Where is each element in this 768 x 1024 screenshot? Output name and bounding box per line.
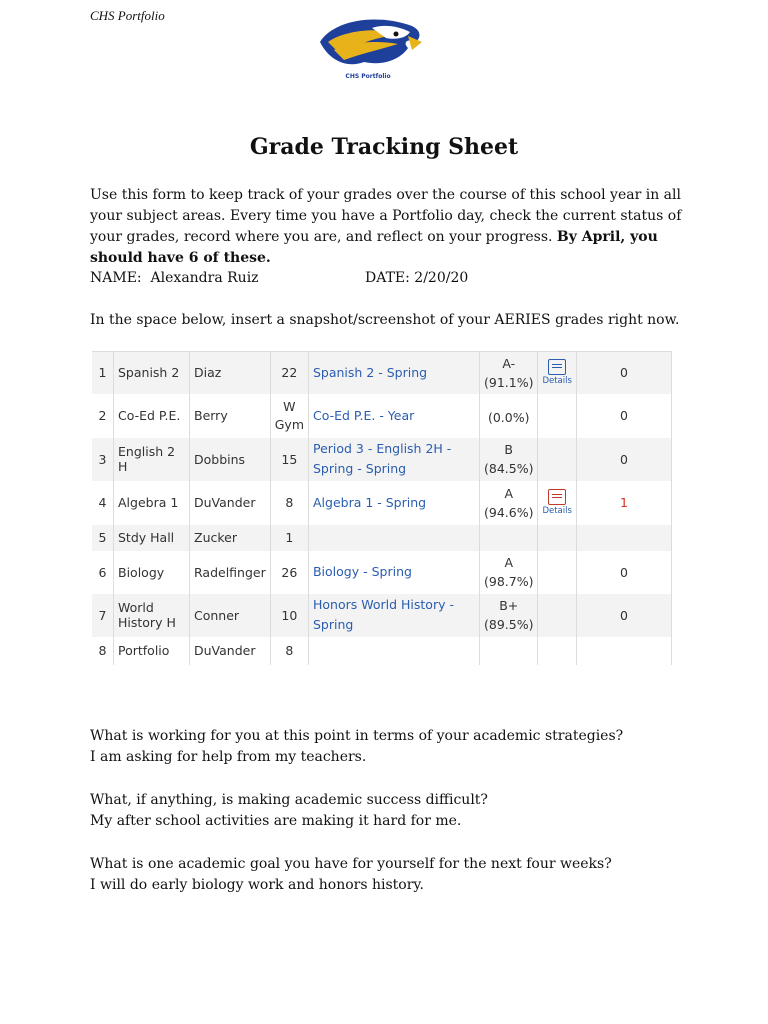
mark-cell [479,438,537,481]
room-cell: 8 [270,481,308,525]
course-cell: Algebra 1 [114,481,190,525]
missing-assignments-cell: 0 [576,551,671,594]
course-cell: Portfolio [114,637,190,665]
room-cell: 8 [270,637,308,665]
gradebook-link[interactable]: Honors World History - Spring [308,594,479,637]
header-label: CHS Portfolio [90,8,165,23]
room-cell: 15 [270,438,308,481]
gradebook-link[interactable]: Biology - Spring [308,551,479,594]
mark-percent: (91.1%) [483,374,534,390]
name-line [90,270,259,286]
table-row [92,438,671,481]
missing-assignments-cell: 0 [576,394,671,438]
mark-cell [479,394,537,438]
course-cell: Spanish 2 [114,352,190,394]
name-label: NAME: [90,270,142,286]
table-row [92,637,671,665]
missing-assignments-cell: 0 [576,438,671,481]
mark-cell [479,352,537,394]
name-value: Alexandra Ruiz [150,270,259,286]
gradebook-link [308,637,479,665]
answer-text: I will do early biology work and honors history. [90,877,424,893]
missing-assignments-cell [576,637,671,665]
gradebook-link[interactable]: Spanish 2 - Spring [308,352,479,394]
date-value: 2/20/20 [414,270,469,286]
question-text: What is one academic goal you have for yourself for the next four weeks? [90,856,612,872]
mark-cell [479,637,537,665]
missing-assignments-cell: 1 [576,481,671,525]
period-cell: 4 [92,481,114,525]
snapshot-instruction: In the space below, insert a snapshot/screenshot of your AERIES grades right now. [90,312,680,328]
mark-cell [479,551,537,594]
details-cell [538,637,576,665]
details-cell [538,438,576,481]
missing-assignments-cell: 0 [576,352,671,394]
grades-table [92,351,672,665]
table-row [92,394,671,438]
gradebook-link [308,525,479,551]
teacher-cell: Radelfinger [190,551,271,594]
period-cell: 8 [92,637,114,665]
period-cell: 7 [92,594,114,637]
logo-caption: CHS Portfolio [345,73,391,80]
teacher-cell: Diaz [190,352,271,394]
room-cell: 1 [270,525,308,551]
room-cell: W Gym [270,394,308,438]
mark-percent: (98.7%) [483,574,534,589]
course-cell: Co-Ed P.E. [114,394,190,438]
table-row [92,352,671,394]
details-cell[interactable] [538,481,576,525]
teacher-cell: Conner [190,594,271,637]
room-cell: 22 [270,352,308,394]
period-cell: 5 [92,525,114,551]
teacher-cell: Berry [190,394,271,438]
table-row [92,594,671,637]
details-cell [538,525,576,551]
course-cell: Biology [114,551,190,594]
mark-letter: A- [502,355,516,371]
period-cell: 3 [92,438,114,481]
answer-text: I am asking for help from my teachers. [90,749,367,765]
date-line [365,270,468,286]
room-cell: 10 [270,594,308,637]
mark-percent: (84.5%) [483,461,534,476]
mark-cell [479,481,537,525]
table-row [92,551,671,594]
course-cell: English 2 H [114,438,190,481]
teacher-cell: DuVander [190,637,271,665]
question-2 [90,790,690,832]
mark-letter: A [504,485,513,501]
details-cell [538,594,576,637]
page-title: Grade Tracking Sheet [249,134,519,160]
details-cell [538,394,576,438]
details-label: Details [542,376,572,387]
missing-assignments-cell: 0 [576,594,671,637]
mark-letter: B [504,442,513,457]
missing-assignments-cell [576,525,671,551]
date-label: DATE: [365,270,410,286]
trend-chart-icon [548,489,566,505]
intro-text: Use this form to keep track of your grades over the course of this school year in all your subject areas. Every time you have a Portfolio day, check the current status of your grades, record where you are, and reflect on your progress. [90,187,682,245]
details-cell[interactable] [538,352,576,394]
eagle-logo [312,12,424,84]
period-cell: 1 [92,352,114,394]
table-row [92,525,671,551]
document-icon [548,359,566,375]
mark-letter: A [504,555,513,570]
gradebook-link[interactable]: Period 3 - English 2H - Spring - Spring [308,438,479,481]
mark-cell [479,525,537,551]
question-1 [90,726,690,768]
course-cell: World History H [114,594,190,637]
room-cell: 26 [270,551,308,594]
teacher-cell: DuVander [190,481,271,525]
question-3 [90,854,690,896]
teacher-cell: Dobbins [190,438,271,481]
answer-text: My after school activities are making it hard for me. [90,813,462,829]
period-cell: 6 [92,551,114,594]
mark-percent: (0.0%) [487,410,530,425]
question-text: What is working for you at this point in terms of your academic strategies? [90,728,624,744]
mark-cell [479,594,537,637]
details-cell [538,551,576,594]
mark-percent: (89.5%) [483,617,534,632]
details-button[interactable] [542,489,571,516]
mark-letter: B+ [499,598,519,613]
period-cell: 2 [92,394,114,438]
table-row [92,481,671,525]
teacher-cell: Zucker [190,525,271,551]
course-cell: Stdy Hall [114,525,190,551]
gradebook-link[interactable]: Algebra 1 - Spring [308,481,479,525]
intro-bold-text: By April, you should have 6 of these. [90,229,658,266]
mark-percent: (94.6%) [483,504,534,520]
intro-paragraph [90,185,690,269]
question-text: What, if anything, is making academic success difficult? [90,792,488,808]
details-button[interactable] [542,359,571,386]
details-label: Details [542,506,572,516]
gradebook-link[interactable]: Co-Ed P.E. - Year [308,394,479,438]
